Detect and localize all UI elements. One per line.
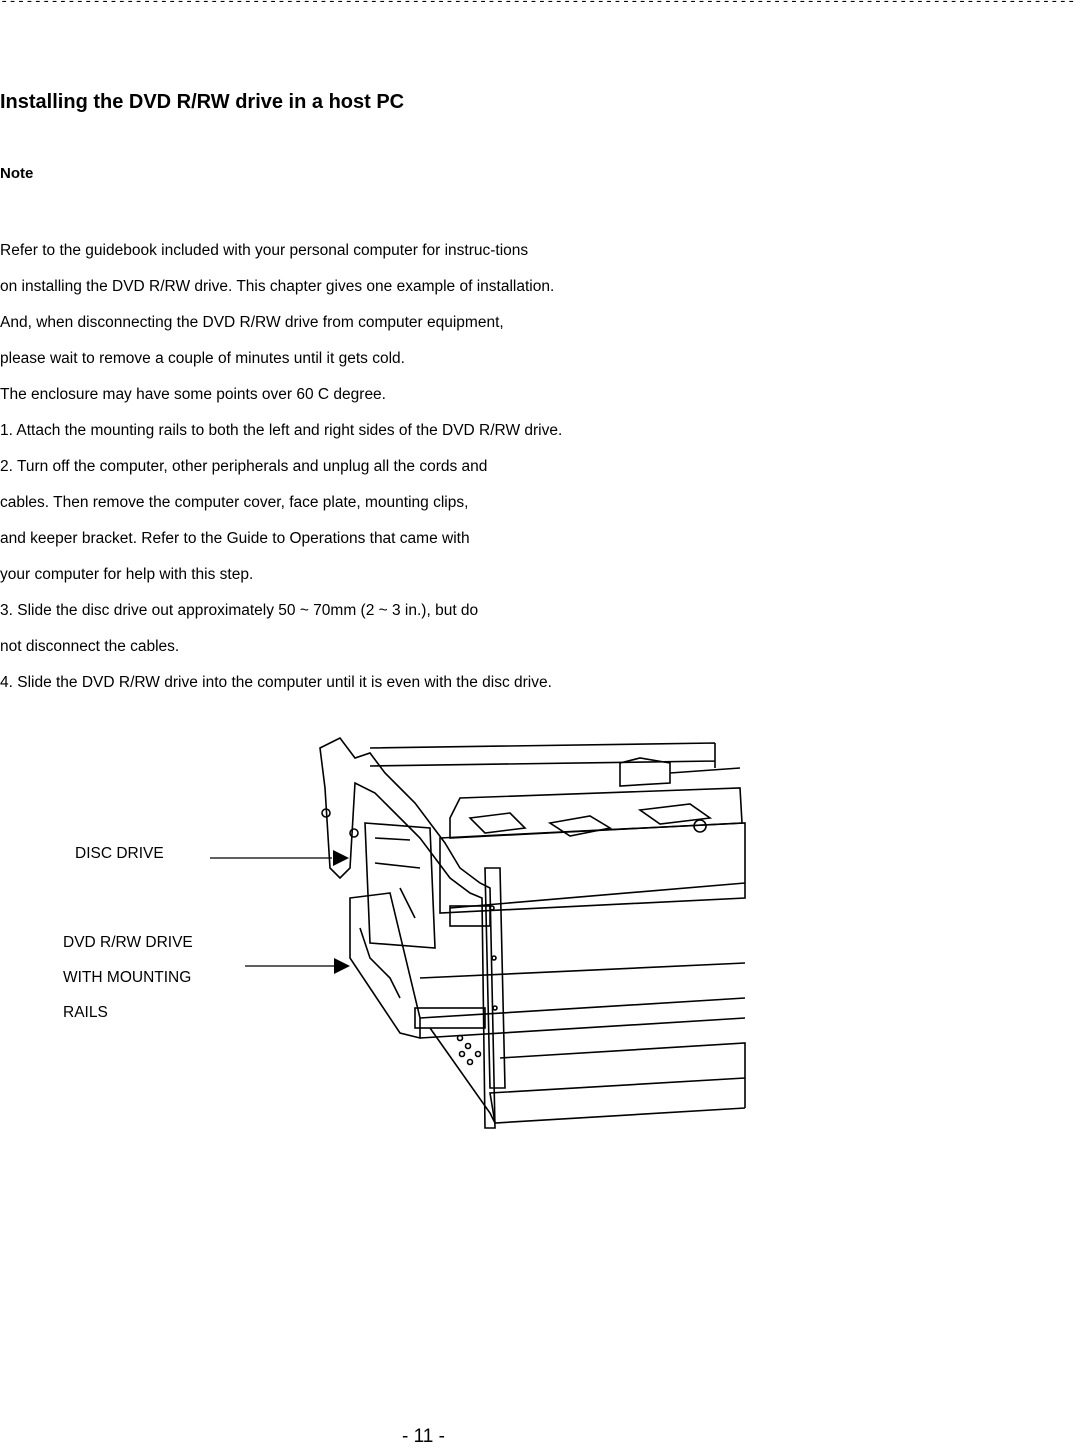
label-line: WITH MOUNTING (63, 969, 192, 986)
body-line: Refer to the guidebook included with your personal computer for instruc-tions (0, 242, 529, 259)
label-disc-drive: DISC DRIVE (75, 845, 164, 862)
step-4: 4. Slide the DVD R/RW drive into the computer until it is even with the disc drive. (0, 674, 552, 691)
step-1: 1. Attach the mounting rails to both the left and right sides of the DVD R/RW drive. (0, 422, 563, 439)
body-text (0, 233, 562, 701)
body-line: please wait to remove a couple of minutes until it gets cold. (0, 350, 405, 367)
body-line: The enclosure may have some points over 60 C degree. (0, 386, 386, 403)
body-line: And, when disconnecting the DVD R/RW drive from computer equipment, (0, 314, 504, 331)
body-line: and keeper bracket. Refer to the Guide to Operations that came with (0, 530, 470, 547)
label-line: RAILS (63, 1004, 108, 1021)
label-dvd-drive (63, 925, 193, 1030)
body-line: not disconnect the cables. (0, 638, 180, 655)
note-heading: Note (0, 165, 34, 182)
drive-installation-illustration (310, 728, 750, 1128)
page-number: - 11 - (402, 1426, 445, 1447)
step-3: 3. Slide the disc drive out approximately 50 ~ 70mm (2 ~ 3 in.), but do (0, 602, 479, 619)
separator-line: -------------------------------------------------------------------------------------------------------------------------------- (0, 0, 1075, 10)
page-title: Installing the DVD R/RW drive in a host PC (0, 91, 405, 113)
step-2: 2. Turn off the computer, other peripherals and unplug all the cords and (0, 458, 488, 475)
body-line: cables. Then remove the computer cover, face plate, mounting clips, (0, 494, 469, 511)
body-line: on installing the DVD R/RW drive. This chapter gives one example of installation. (0, 278, 555, 295)
body-line: your computer for help with this step. (0, 566, 254, 583)
label-line: DVD R/RW DRIVE (63, 934, 193, 951)
